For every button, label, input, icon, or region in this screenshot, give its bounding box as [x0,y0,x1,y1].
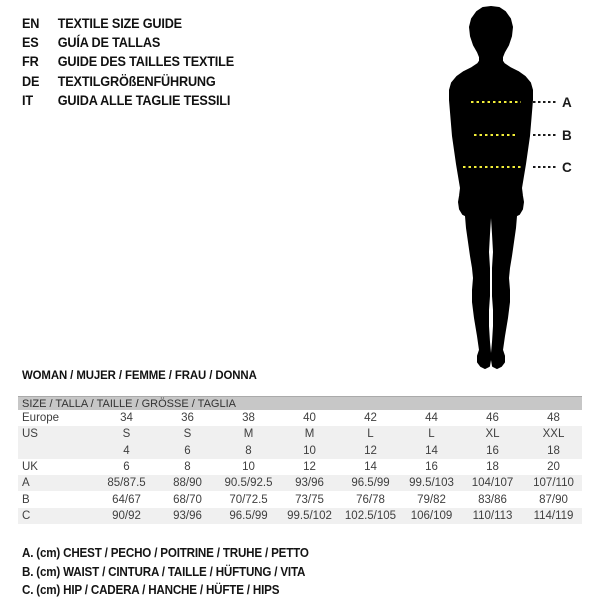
size-cell: 46 [486,412,499,425]
size-cell: 96.5/99 [351,477,390,490]
language-code: EN [22,16,40,32]
size-cell: 14 [364,461,377,474]
size-cell: 16 [425,461,438,474]
table-row-us-numeric [18,443,582,459]
legend-hip: C. (cm) HIP / CADERA / HANCHE / HÜFTE / HIPS [22,583,280,598]
table-row-hip [18,508,582,524]
language-label: TEXTILE SIZE GUIDE [57,16,182,32]
legend-waist: B. (cm) WAIST / CINTURA / TAILLE / HÜFTUNG / VITA [22,564,306,579]
language-code: FR [22,54,39,70]
language-list [22,14,234,110]
table-row-uk [18,459,582,475]
table-row-us-letter [18,426,582,442]
size-cell: 107/110 [533,477,574,490]
size-cell: 85/87.5 [107,477,146,490]
size-cell: 4 [123,444,130,457]
size-cell: 38 [242,412,255,425]
legend-chest: A. (cm) CHEST / PECHO / POITRINE / TRUHE / PETTO [22,546,309,560]
language-row [22,52,234,71]
measure-label-c: C [562,160,572,175]
size-cell: 99.5/103 [409,477,454,490]
size-cell: 48 [547,412,560,425]
size-cell: 90.5/92.5 [224,477,273,490]
size-cell: 110/113 [472,509,513,522]
size-cell: 76/78 [356,493,385,506]
row-label: UK [22,461,38,474]
language-label: TEXTILGRÖßENFÜHRUNG [57,73,216,89]
size-cell: XL [485,428,500,441]
table-header: SIZE / TALLA / TAILLE / GRÖSSE / TAGLIA [18,396,582,410]
size-cell: S [183,428,192,441]
size-cell: 114/119 [533,509,574,522]
size-cell: 10 [242,461,255,474]
size-cell: 90/92 [112,509,141,522]
language-row [22,91,234,110]
size-cell: 93/96 [173,509,202,522]
size-cell: 40 [303,412,316,425]
size-cell: 8 [184,461,191,474]
size-cell: 44 [425,412,438,425]
size-cell: 36 [181,412,194,425]
size-cell: M [304,428,315,441]
table-row-waist [18,491,582,507]
size-cell: 16 [486,444,499,457]
row-label: Europe [22,412,60,425]
row-label: US [22,428,38,441]
size-cell: S [122,428,131,441]
size-cell: 83/86 [478,493,507,506]
size-cell: 20 [547,461,560,474]
size-cell: 68/70 [173,493,202,506]
language-row [22,14,234,33]
size-cell: 18 [486,461,499,474]
size-cell: L [367,428,374,441]
size-cell: 106/109 [410,509,453,522]
measure-label-b: B [562,128,572,143]
size-cell: 6 [123,461,130,474]
size-cell: M [243,428,254,441]
size-cell: 10 [303,444,316,457]
language-code: ES [22,35,39,51]
size-cell: 73/75 [295,493,324,506]
row-label: C [22,509,31,522]
language-row [22,33,234,52]
size-cell: 70/72.5 [229,493,268,506]
size-cell: 104/107 [471,477,514,490]
size-cell: 42 [364,412,377,425]
size-table [18,396,582,524]
size-cell: 34 [120,412,133,425]
language-label: GUIDA ALLE TAGLIE TESSILI [57,92,231,108]
size-cell: 87/90 [539,493,568,506]
woman-silhouette [415,4,585,376]
size-cell: 64/67 [112,493,141,506]
size-cell: 14 [425,444,438,457]
size-cell: 96.5/99 [229,509,268,522]
language-row [22,72,234,91]
size-cell: 79/82 [417,493,446,506]
table-row-europe [18,410,582,426]
size-cell: 93/96 [295,477,324,490]
size-cell: XXL [542,428,565,441]
row-label: B [22,493,30,506]
measure-legend [22,544,309,600]
language-code: IT [22,92,33,108]
row-label: A [22,477,30,490]
language-code: DE [22,73,40,89]
size-cell: 6 [184,444,191,457]
size-cell: 12 [364,444,377,457]
size-cell: 12 [303,461,316,474]
measure-label-a: A [562,95,572,110]
size-cell: 102.5/105 [344,509,397,522]
section-title: WOMAN / MUJER / FEMME / FRAU / DONNA [22,368,257,382]
size-cell: 18 [547,444,560,457]
woman-silhouette-shape [450,7,532,368]
size-cell: 88/90 [173,477,202,490]
size-cell: 8 [245,444,252,457]
language-label: GUÍA DE TALLAS [57,35,161,51]
language-label: GUIDE DES TAILLES TEXTILE [57,54,234,70]
size-cell: 99.5/102 [287,509,332,522]
table-row-chest [18,475,582,491]
size-cell: L [428,428,435,441]
